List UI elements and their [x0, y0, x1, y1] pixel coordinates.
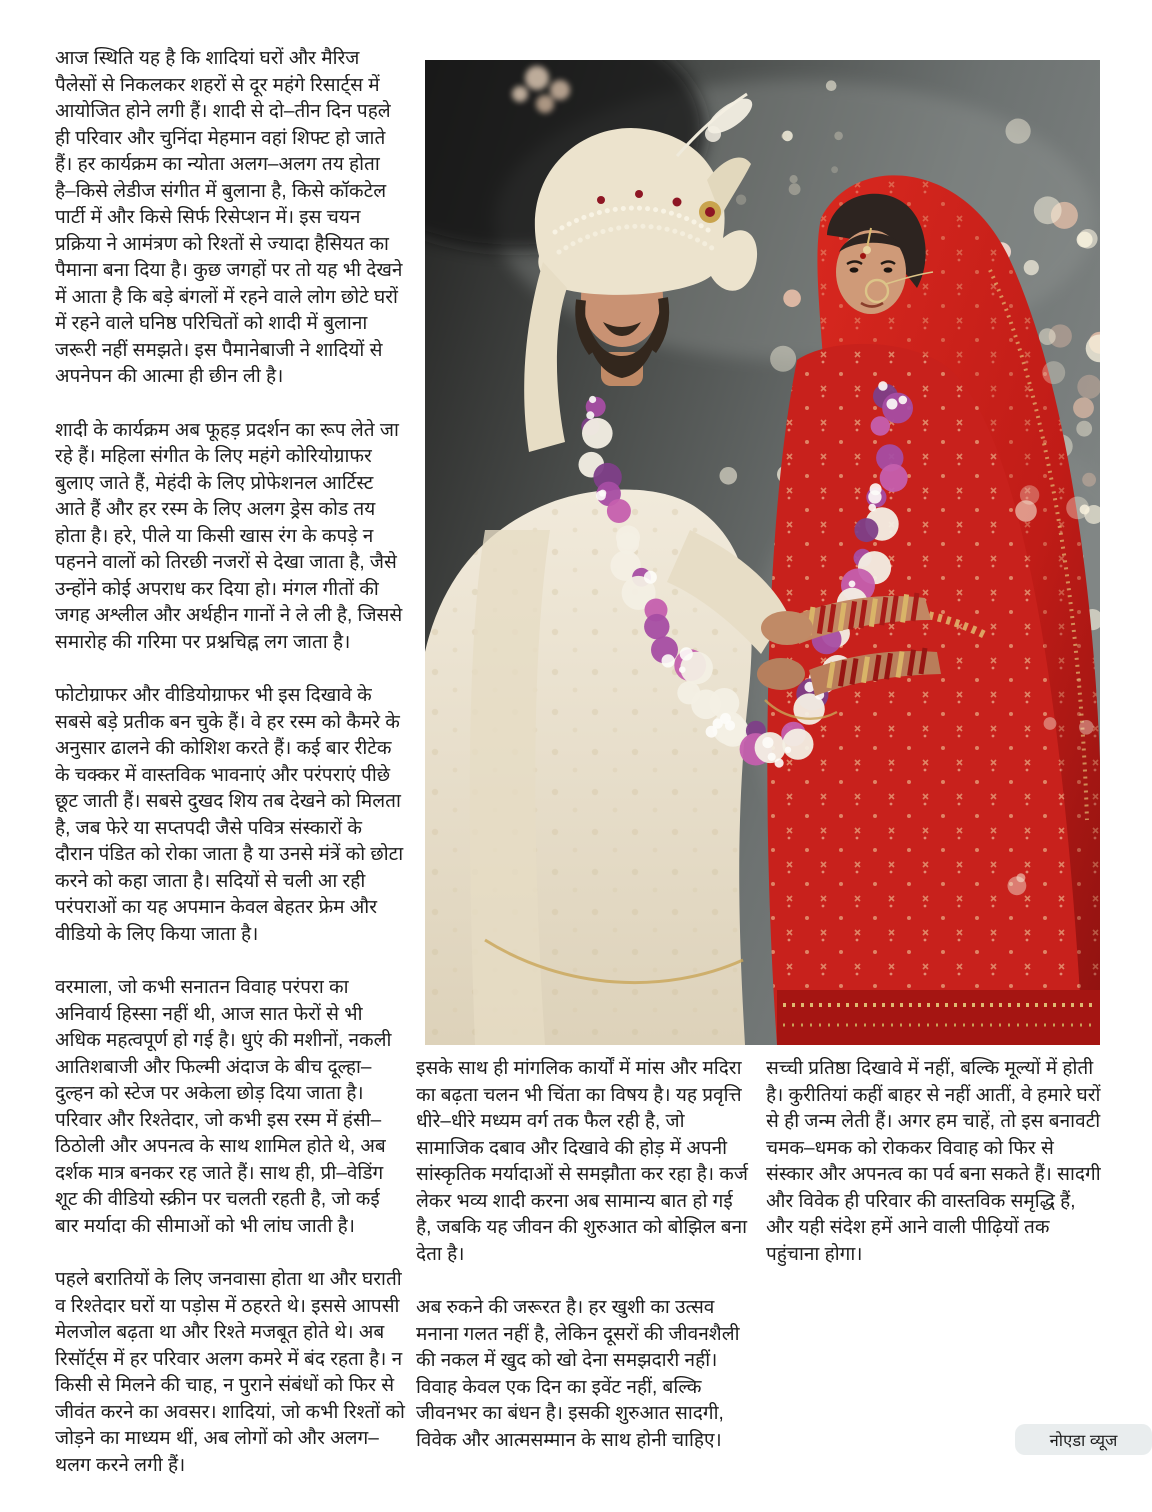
article-paragraph: फोटोग्राफर और वीडियोग्राफर भी इस दिखावे के सबसे बड़े प्रतीक बन चुके हैं। वे हर रस्म को कैमरे के अनुसार ढालने की कोशिश करते हैं। कई बार रीटेक के चक्कर में वास्तविक भावनाएं और परंपराएं पीछे छूट जाती हैं। सबसे दुखद शिय तब देखने को मिलता है, जब फेरे या सप्तपदी जैसे पवित्र संस्कारों के दौरान पंडित को रोका जाता है या उनसे मंत्रें को छोटा करने को कहा जाता है। सदियों से चली आ रही परंपराओं का यह अपमान केवल बेहतर फ्रेम और वीडियो के लिए किया जाता है।: [55, 685, 404, 945]
article-paragraph: आज स्थिति यह है कि शादियां घरों और मैरिज पैलेसों से निकलकर शहरों से दूर महंगे रिसार्ट्स में आयोजित होने लगी हैं। शादी से दो–तीन दिन पहले ही परिवार और चुनिंदा मेहमान वहां शिफ्ट हो जाते हैं। हर कार्यक्रम का न्योता अलग–अलग तय होता है–किसे लेडीज संगीत में बुलाना है, किसे कॉकटेल पार्टी में और किसे सिर्फ रिसेप्शन में। इस चयन प्रक्रिया ने आमंत्रण को रिश्तों से ज्यादा हैसियत का पैमाना बना दिया है। कुछ जगहों पर तो यह भी देखने में आता है कि बड़े बंगलों में रहने वाले लोग छोटे घरों में रहने वाले घनिष्ठ परिचितों को शादी में बुलाना जरूरी नहीं समझते। इस पैमानेबाजी ने शादियों से अपनेपन की आत्मा ही छीन ली है।: [55, 48, 403, 387]
article-paragraph: इसके साथ ही मांगलिक कार्यों में मांस और मदिरा का बढ़ता चलन भी चिंता का विषय है। यह प्रवृत्ति धीरे–धीरे मध्यम वर्ग तक फैल रही है, जो सामाजिक दबाव और दिखावे की होड़ में अपनी सांस्कृतिक मर्यादाओं से समझौता कर रहा है। कर्ज लेकर भव्य शादी करना अब सामान्य बात हो गई है, जबकि यह जीवन की शुरुआत को बोझिल बना देता है।: [416, 1058, 748, 1265]
wedding-photo: [425, 60, 1100, 1045]
left-column: [55, 46, 405, 1506]
article-paragraph: वरमाला, जो कभी सनातन विवाह परंपरा का अनिवार्य हिस्सा नहीं थी, आज सात फेरों से भी अधिक महत्वपूर्ण हो गई है। धुएं की मशीनों, नकली आतिशबाजी और फिल्मी अंदाज के बीच दूल्हा–दुल्हन को स्टेज पर अकेला छोड़ दिया जाता है। परिवार और रिश्तेदार, जो कभी इस रस्म में हंसी–ठिठोली और अपनत्व के साथ शामिल होते थे, अब दर्शक मात्र बनकर रह जाते हैं। साथ ही, प्री–वेडिंग शूट की वीडियो स्क्रीन पर चलती रहती है, जो कई बार मर्यादा की सीमाओं को भी लांघ जाती है।: [55, 977, 392, 1237]
article-paragraph: पहले बरातियों के लिए जनवासा होता था और घराती व रिश्तेदार घरों या पड़ोस में ठहरते थे। इससे आपसी मेलजोल बढ़ता था और रिश्ते मजबूत होते थे। अब रिसॉर्ट्स में हर परिवार अलग कमरे में बंद रहता है। न किसी से मिलने की चाह, न पुराने संबंधों को फिर से जीवंत करने का अवसर। शादियां, जो कभी रिश्तों को जोड़ने का माध्यम थीं, अब लोगों को और अलग–थलग करने लगी हैं।: [55, 1269, 405, 1476]
middle-column: [416, 1056, 749, 1481]
publication-badge-label: नोएडा व्यूज: [1049, 1432, 1118, 1450]
article-paragraph: सच्ची प्रतिष्ठा दिखावे में नहीं, बल्कि मूल्यों में होती है। कुरीतियां कहीं बाहर से नहीं आतीं, वे हमारे घरों से ही जन्म लेती हैं। अगर हम चाहें, तो इस बनावटी चमक–धमक को रोककर विवाह को फिर से संस्कार और अपनत्व का पर्व बना सकते हैं। सादगी और विवेक ही परिवार की वास्तविक समृद्धि हैं, और यही संदेश हमें आने वाली पीढ़ियों तक पहुंचाना होगा।: [766, 1058, 1101, 1265]
article-paragraph: शादी के कार्यक्रम अब फूहड़ प्रदर्शन का रूप लेते जा रहे हैं। महिला संगीत के लिए महंगे कोरियोग्राफर बुलाए जाते हैं, मेहंदी के लिए प्रोफेशनल आर्टिस्ट आते हैं और हर रस्म के लिए अलग ड्रेस कोड तय होता है। हरे, पीले या किसी खास रंग के कपड़े न पहनने वालों को तिरछी नजरों से देखा जाता है, जैसे उन्होंने कोई अपराध कर दिया हो। मंगल गीतों की जगह अश्लील और अर्थहीन गानों ने ले ली है, जिससे समारोह की गरिमा पर प्रश्नचिह्न लग जाता है।: [55, 419, 403, 653]
article-paragraph: अब रुकने की जरूरत है। हर खुशी का उत्सव मनाना गलत नहीं है, लेकिन दूसरों की जीवनशैली की नकल में खुद को खो देना समझदारी नहीं। विवाह केवल एक दिन का इवेंट नहीं, बल्कि जीवनभर का बंधन है। इसकी शुरुआत सादगी, विवेक और आत्मसम्मान के साथ होनी चाहिए।: [416, 1297, 740, 1451]
publication-badge: [1015, 1424, 1152, 1455]
wedding-photo-illustration: [425, 60, 1100, 1045]
right-column: [766, 1056, 1103, 1295]
